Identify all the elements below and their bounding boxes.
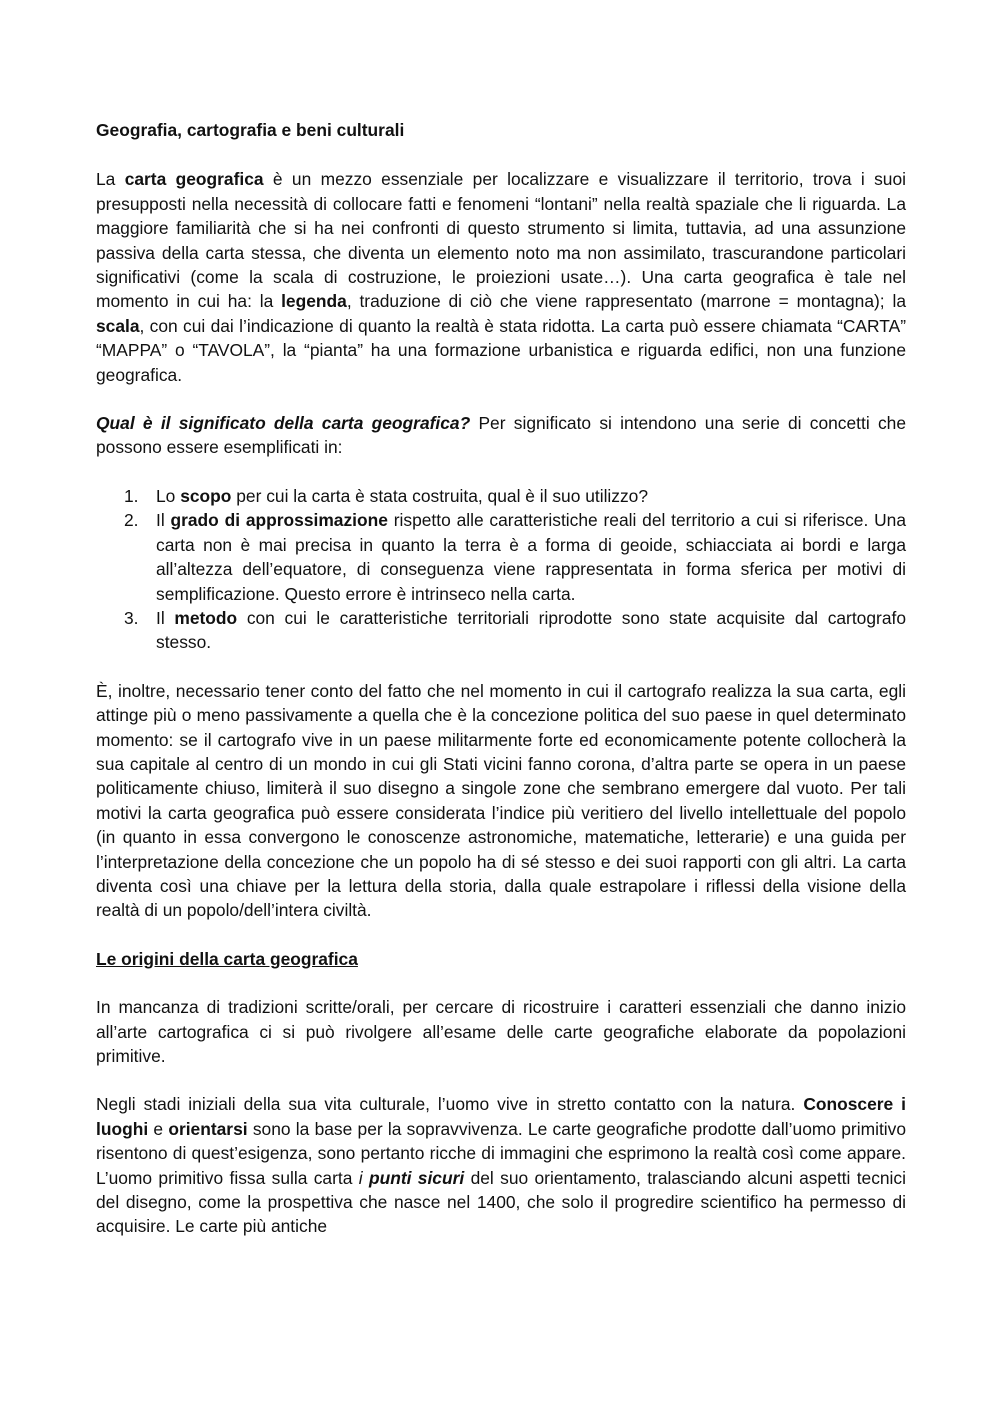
paragraph-tradizioni: In mancanza di tradizioni scritte/orali, per cercare di ricostruire i caratteri essenziali che danno inizio all’arte cartografica ci si può rivolgere all’esame delle carte geografiche elaborate da popolazioni primitive.: [96, 997, 906, 1066]
paragraph-stadi-iniziali: [96, 1092, 906, 1238]
text-run: rispetto alle caratteristiche reali del territorio a cui si riferisce. Una carta non è mai precisa in quanto la terra è a forma di geoide, schiacciata ai bordi e larga all’altezza dell’equatore, di conseguenza viene rappresentata in forma sferica per motivi di semplificazione. Questo errore è intrinseco nella carta.: [156, 510, 907, 604]
text-run: è un mezzo essenziale per localizzare e visualizzare il territorio, trova i suoi presupposti nella necessità di collocare fatti e fenomeni “lontani” nella realtà spaziale che li riguarda. La maggiore familiarità che si ha nei confronti di questo strumento si limita, tuttavia, ad una assunzione passiva della carta stessa, che diventa un elemento noto ma non assimilato, trascurandone particolari significativi (come la scala di costruzione, le proiezioni usate…). Una carta geografica è tale nel momento in cui ha: la: [96, 169, 906, 312]
bold-term-grado-approssimazione: grado di approssimazione: [170, 510, 388, 531]
bold-term-scopo: scopo: [180, 485, 232, 506]
list-item: [96, 484, 906, 508]
list-number: 2.: [124, 510, 139, 531]
text-run: del suo orientamento, tralasciando alcuni aspetti tecnici del disegno, come la prospettiva che nasce nel 1400, che solo il progredire scientifico ha permesso di acquisire. Le carte più antiche: [96, 1167, 906, 1237]
text-run: Negli stadi iniziali della sua vita culturale, l’uomo vive in stretto contatto con la natura.: [96, 1094, 804, 1115]
italic-run: i: [358, 1167, 369, 1188]
bold-term-metodo: metodo: [174, 607, 238, 628]
text-run: Per significato si intendono una serie di concetti che possono essere esemplificati in:: [96, 413, 906, 458]
text-run: con cui le caratteristiche territoriali riprodotte sono state acquisite dal cartografo stesso.: [156, 607, 906, 653]
section-title-origini: Le origini della carta geografica: [96, 948, 358, 969]
paragraph-significato: [96, 411, 906, 460]
bold-term-carta-geografica: carta geografica: [124, 169, 264, 190]
document-title: Geografia, cartografia e beni culturali: [96, 120, 405, 140]
list-number: 1.: [124, 485, 139, 506]
text-run: , con cui dai l’indicazione di quanto la realtà è stata ridotta. La carta può essere chiamata “CARTA” “MAPPA” o “TAVOLA”, la “pianta” ha una formazione urbanistica e riguarda edifici, non una funzione geografica.: [96, 315, 906, 385]
text-run: La: [96, 169, 125, 190]
bold-term-conoscere-luoghi: Conoscere i luoghi: [96, 1094, 906, 1139]
bold-term-scala: scala: [96, 315, 140, 336]
document-page: [96, 118, 906, 1239]
concepts-list: [96, 484, 906, 655]
text-run: , traduzione di ciò che viene rappresentato (marrone = montagna); la: [346, 291, 906, 312]
text-run: sono la base per la sopravvivenza. Le carte geografiche prodotte dall’uomo primitivo risentono di quest’esigenza, sono pertanto ricche di immagini che esprimono la realtà così come appare. L’uomo primitivo fissa sulla carta: [96, 1118, 907, 1188]
text-run: Lo: [156, 485, 181, 506]
paragraph-carta-geografica: [96, 167, 906, 387]
list-number: 3.: [124, 607, 139, 628]
bold-term-orientarsi: orientarsi: [168, 1118, 248, 1139]
text-run: e: [148, 1118, 169, 1139]
paragraph-concezione-politica: È, inoltre, necessario tener conto del fatto che nel momento in cui il cartografo realizza la sua carta, egli attinge più o meno passivamente a quella che è la concezione politica del suo paese in quel determinato momento: se il cartografo vive in un paese militarmente forte ed economicamente potente collocherà la sua capitale al centro di un mondo in cui gli Stati vicini fanno corona, d’altra parte se opera in un paese politicamente chiuso, limiterà il suo disegno a singole zone che sembrano emergere dal vuoto. Per tali motivi la carta geografica può essere considerata l’indice più veritiero del livello intellettuale del popolo (in quanto in essa convergono le conoscenze astronomiche, matematiche, letterarie) e una guida per l’interpretazione della concezione che un popolo ha di sé stesso e dei suoi rapporti con gli altri. La carta diventa così una chiave per la lettura della storia, dalla quale estrapolare i riflessi della visione della realtà di un popolo/dell’intera civiltà.: [96, 680, 906, 921]
text-run: Il: [156, 510, 171, 531]
question-heading: Qual è il significato della carta geografica?: [96, 413, 471, 434]
text-run: Il: [156, 607, 175, 628]
list-item: [96, 606, 906, 655]
bold-italic-term-punti-sicuri: punti sicuri: [368, 1167, 465, 1188]
bold-term-legenda: legenda: [281, 291, 347, 312]
text-run: per cui la carta è stata costruita, qual è il suo utilizzo?: [231, 485, 649, 506]
list-item: [96, 508, 906, 606]
